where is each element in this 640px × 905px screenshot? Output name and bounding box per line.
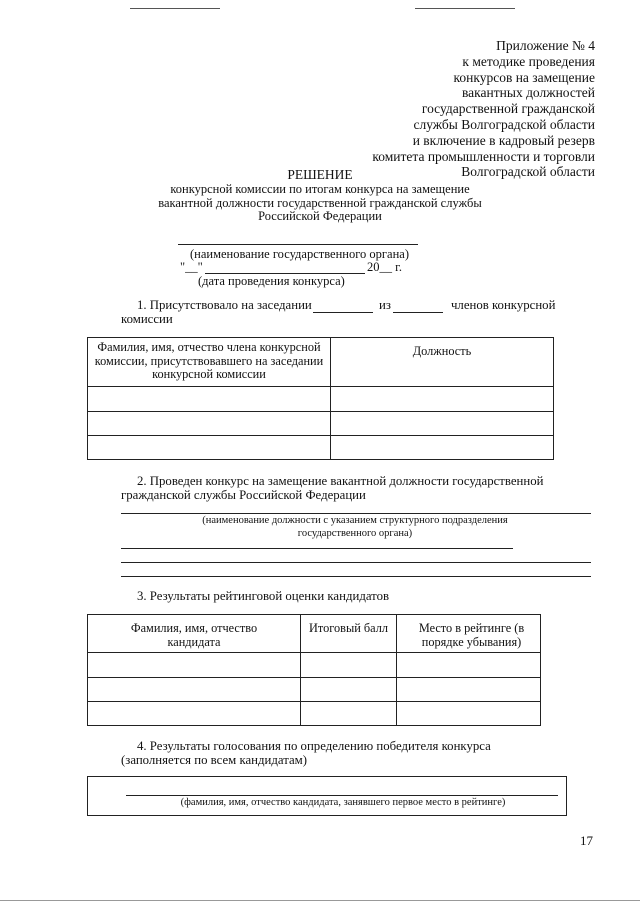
appendix-line: Волгоградской области — [461, 164, 595, 180]
appendix-line: государственной гражданской — [421, 101, 595, 117]
total-members-field[interactable] — [393, 312, 443, 313]
winner-name-field[interactable] — [126, 795, 558, 796]
org-name-field[interactable] — [178, 244, 418, 245]
position-name-field-continued[interactable] — [121, 548, 513, 549]
table-cell-rating-place[interactable] — [397, 653, 541, 678]
section1-text-present: 1. Присутствовало на заседании — [137, 298, 312, 312]
header-final-score: Итоговый балл — [301, 615, 397, 653]
subtitle-line: Российской Федерации — [258, 209, 382, 223]
table-cell-final-score[interactable] — [301, 702, 397, 726]
appendix-line: Приложение № 4 — [496, 38, 595, 53]
appendix-line: и включение в кадровый резерв — [412, 132, 595, 148]
date-caption: (дата проведения конкурса) — [198, 274, 345, 288]
header-candidate-name: Фамилия, имя, отчество кандидата — [88, 615, 301, 653]
table-cell-final-score[interactable] — [301, 678, 397, 702]
appendix-line: вакантных должностей — [461, 85, 595, 101]
scan-artifact-line — [130, 8, 220, 9]
header-position: Должность — [331, 338, 554, 387]
appendix-line: к методике проведения — [462, 53, 595, 69]
winner-box — [87, 776, 567, 816]
table-cell-member-position[interactable] — [331, 387, 554, 412]
date-year-text: 20__ г. — [367, 260, 402, 274]
header-member-name: Фамилия, имя, отчество члена конкурсной комиссии, присутствовавшего на заседании конкурсной комиссии — [88, 338, 331, 387]
table-cell-member-name[interactable] — [88, 387, 331, 412]
winner-caption: (фамилия, имя, отчество кандидата, занявшего первое место в рейтинге) — [180, 797, 506, 808]
date-day-field[interactable]: "__" — [180, 260, 203, 274]
table-cell-candidate-name[interactable] — [88, 678, 301, 702]
scan-artifact-line — [415, 8, 515, 9]
position-name-field[interactable] — [121, 513, 591, 514]
appendix-line: службы Волгоградской области — [413, 116, 595, 132]
position-name-field-continued[interactable] — [121, 576, 591, 577]
org-name-caption: (наименование государственного органа) — [190, 247, 409, 261]
table-cell-member-position[interactable] — [331, 436, 554, 460]
position-name-field-continued[interactable] — [121, 562, 591, 563]
section3-heading: 3. Результаты рейтинговой оценки кандидатов — [137, 589, 390, 603]
appendix-line: комитета промышленности и торговли — [372, 148, 595, 164]
table-cell-candidate-name[interactable] — [88, 653, 301, 678]
table-cell-member-name[interactable] — [88, 412, 331, 436]
appendix-line: конкурсов на замещение — [453, 69, 595, 85]
position-caption-line1: (наименование должности с указанием структурного подразделения — [202, 515, 508, 526]
table-cell-rating-place[interactable] — [397, 702, 541, 726]
scan-artifact-line — [0, 900, 640, 901]
table-cell-final-score[interactable] — [301, 653, 397, 678]
appendix-header — [265, 38, 595, 180]
table-cell-member-position[interactable] — [331, 412, 554, 436]
page-number: 17 — [580, 833, 593, 848]
section1-text-commission: комиссии — [121, 312, 173, 326]
section1-text-members: членов конкурсной — [451, 298, 556, 312]
subtitle-line: конкурсной комиссии по итогам конкурса на замещение — [170, 182, 470, 196]
document-subtitle — [120, 183, 520, 224]
table-cell-member-name[interactable] — [88, 436, 331, 460]
commission-members-table — [87, 337, 554, 460]
header-rating-place: Место в рейтинге (в порядке убывания) — [397, 615, 541, 653]
candidate-rating-table — [87, 614, 541, 726]
section4-line2: (заполняется по всем кандидатам) — [121, 753, 308, 767]
subtitle-line: вакантной должности государственной гражданской службы — [158, 195, 482, 210]
present-count-field[interactable] — [313, 312, 373, 313]
table-cell-rating-place[interactable] — [397, 678, 541, 702]
section1-text-of: из — [379, 298, 391, 312]
section2-line1: 2. Проведен конкурс на замещение вакантной должности государственной — [137, 474, 544, 488]
section2-line2: гражданской службы Российской Федерации — [121, 488, 366, 502]
table-cell-candidate-name[interactable] — [88, 702, 301, 726]
section4-line1: 4. Результаты голосования по определению победителя конкурса — [137, 739, 491, 753]
document-title: РЕШЕНИЕ — [287, 167, 353, 182]
position-caption-line2: государственного органа) — [297, 528, 413, 539]
